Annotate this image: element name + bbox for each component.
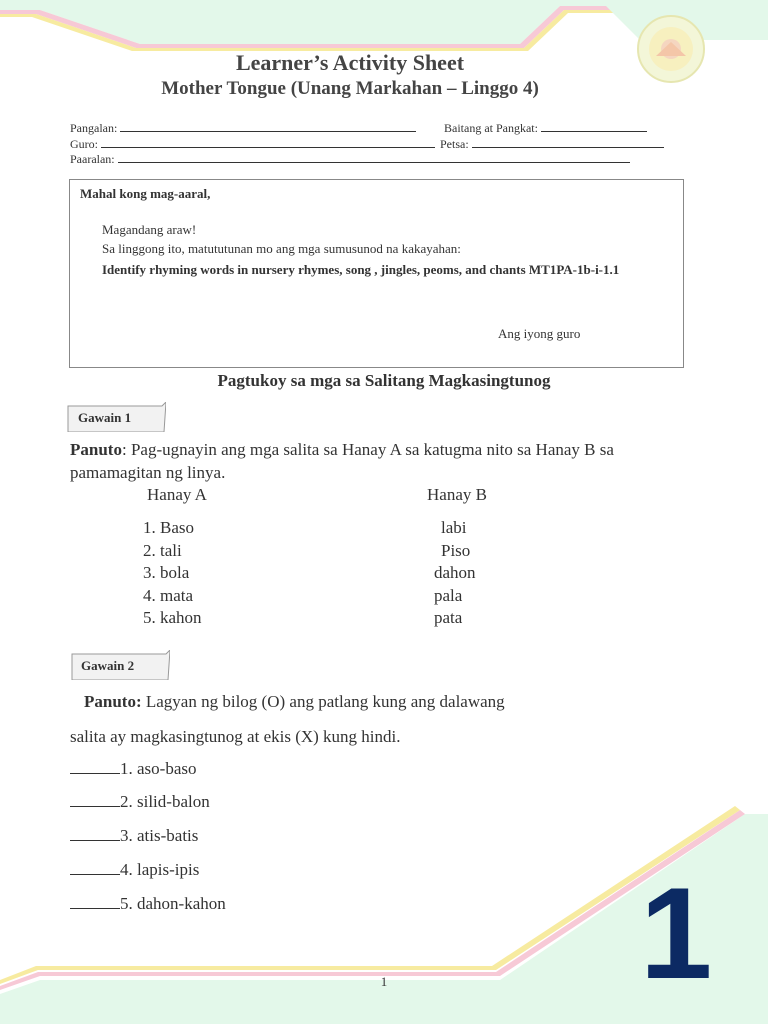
name-field[interactable] — [70, 121, 416, 136]
answer-item-text: 5. dahon-kahon — [120, 894, 226, 913]
column-a-item: 2. tali — [143, 540, 182, 560]
letter-line-1: Magandang araw! — [102, 222, 197, 237]
answer-item-text: 2. silid-balon — [120, 792, 210, 811]
column-a-item: 4. mata — [143, 585, 194, 605]
column-a-item: 1. Baso — [143, 518, 194, 537]
column-b-item: Piso — [441, 540, 471, 560]
teacher-field[interactable] — [70, 137, 435, 152]
school-label: Paaralan: — [70, 152, 115, 166]
answer-blank[interactable] — [70, 760, 120, 774]
answer-item[interactable] — [70, 792, 210, 812]
column-a-item: 5. kahon — [143, 608, 202, 627]
answer-item-text: 1. aso-baso — [120, 759, 197, 778]
activity-1-tab: Gawain 1 — [78, 410, 132, 425]
activity-2-instruction-text: Lagyan ng bilog (O) ang patlang kung ang dalawang — [141, 692, 505, 711]
name-line[interactable] — [120, 122, 416, 132]
answer-blank[interactable] — [70, 861, 120, 875]
answer-item-text: 3. atis-batis — [120, 826, 199, 845]
name-label: Pangalan: — [70, 121, 118, 135]
teacher-line[interactable] — [101, 138, 435, 148]
answer-item[interactable] — [70, 759, 196, 779]
activity-2-instruction-label: Panuto: — [84, 692, 142, 711]
sheet-subtitle: Mother Tongue (Unang Markahan – Linggo 4) — [161, 78, 539, 99]
answer-item[interactable] — [70, 860, 199, 880]
column-b-item: labi — [441, 518, 467, 537]
answer-item[interactable] — [70, 826, 198, 846]
activity-1-instruction-text: : Pag-ugnayin ang mga salita sa Hanay A sa katugma nito sa Hanay B sa pamamagitan ng linya. — [70, 440, 614, 482]
answer-blank[interactable] — [70, 827, 120, 841]
activity-1-instruction-label: Panuto — [70, 440, 122, 459]
column-b-item: dahon — [434, 563, 476, 582]
grade-field[interactable] — [444, 121, 647, 136]
date-line[interactable] — [472, 138, 664, 148]
column-b-item: pata — [434, 608, 463, 627]
letter-greeting: Mahal kong mag-aaral, — [80, 186, 211, 201]
letter-line-2: Sa linggong ito, matututunan mo ang mga sumusunod na kakayahan: — [102, 241, 461, 256]
column-a-list — [143, 517, 202, 630]
section-title: Pagtukoy sa mga sa Salitang Magkasingtunog — [217, 371, 551, 390]
school-field[interactable] — [70, 152, 630, 167]
letter-signature: Ang iyong guro — [498, 326, 581, 341]
answer-item-text: 4. lapis-ipis — [120, 860, 200, 879]
teacher-letter-box — [69, 179, 684, 368]
teacher-label: Guro: — [70, 137, 98, 151]
activity-2-tab: Gawain 2 — [81, 658, 135, 673]
date-label: Petsa: — [440, 137, 469, 151]
column-b-item: pala — [434, 585, 463, 605]
activity-2-instruction-line-2: salita ay magkasingtunog at ekis (X) kung hindi. — [70, 727, 401, 746]
activity-1-instruction — [70, 438, 700, 484]
page-number: 1 — [380, 974, 388, 989]
date-field[interactable] — [440, 137, 664, 152]
sheet-title: Learner’s Activity Sheet — [235, 50, 465, 75]
answer-blank[interactable] — [70, 793, 120, 807]
column-a-header: Hanay A — [147, 485, 207, 504]
school-line[interactable] — [118, 153, 630, 163]
grade-level-mark: 1 — [640, 860, 713, 1006]
grade-label: Baitang at Pangkat: — [444, 121, 538, 135]
answer-blank[interactable] — [70, 895, 120, 909]
column-a-item: 3. bola — [143, 563, 190, 582]
column-b-list — [434, 517, 476, 630]
activity-2-instruction — [84, 690, 505, 713]
column-b-header: Hanay B — [427, 485, 487, 504]
letter-skill: Identify rhyming words in nursery rhymes, song , jingles, peoms, and chants MT1PA-1b-i-1.1 — [102, 262, 620, 277]
answer-item[interactable] — [70, 894, 226, 914]
grade-line[interactable] — [541, 122, 647, 132]
